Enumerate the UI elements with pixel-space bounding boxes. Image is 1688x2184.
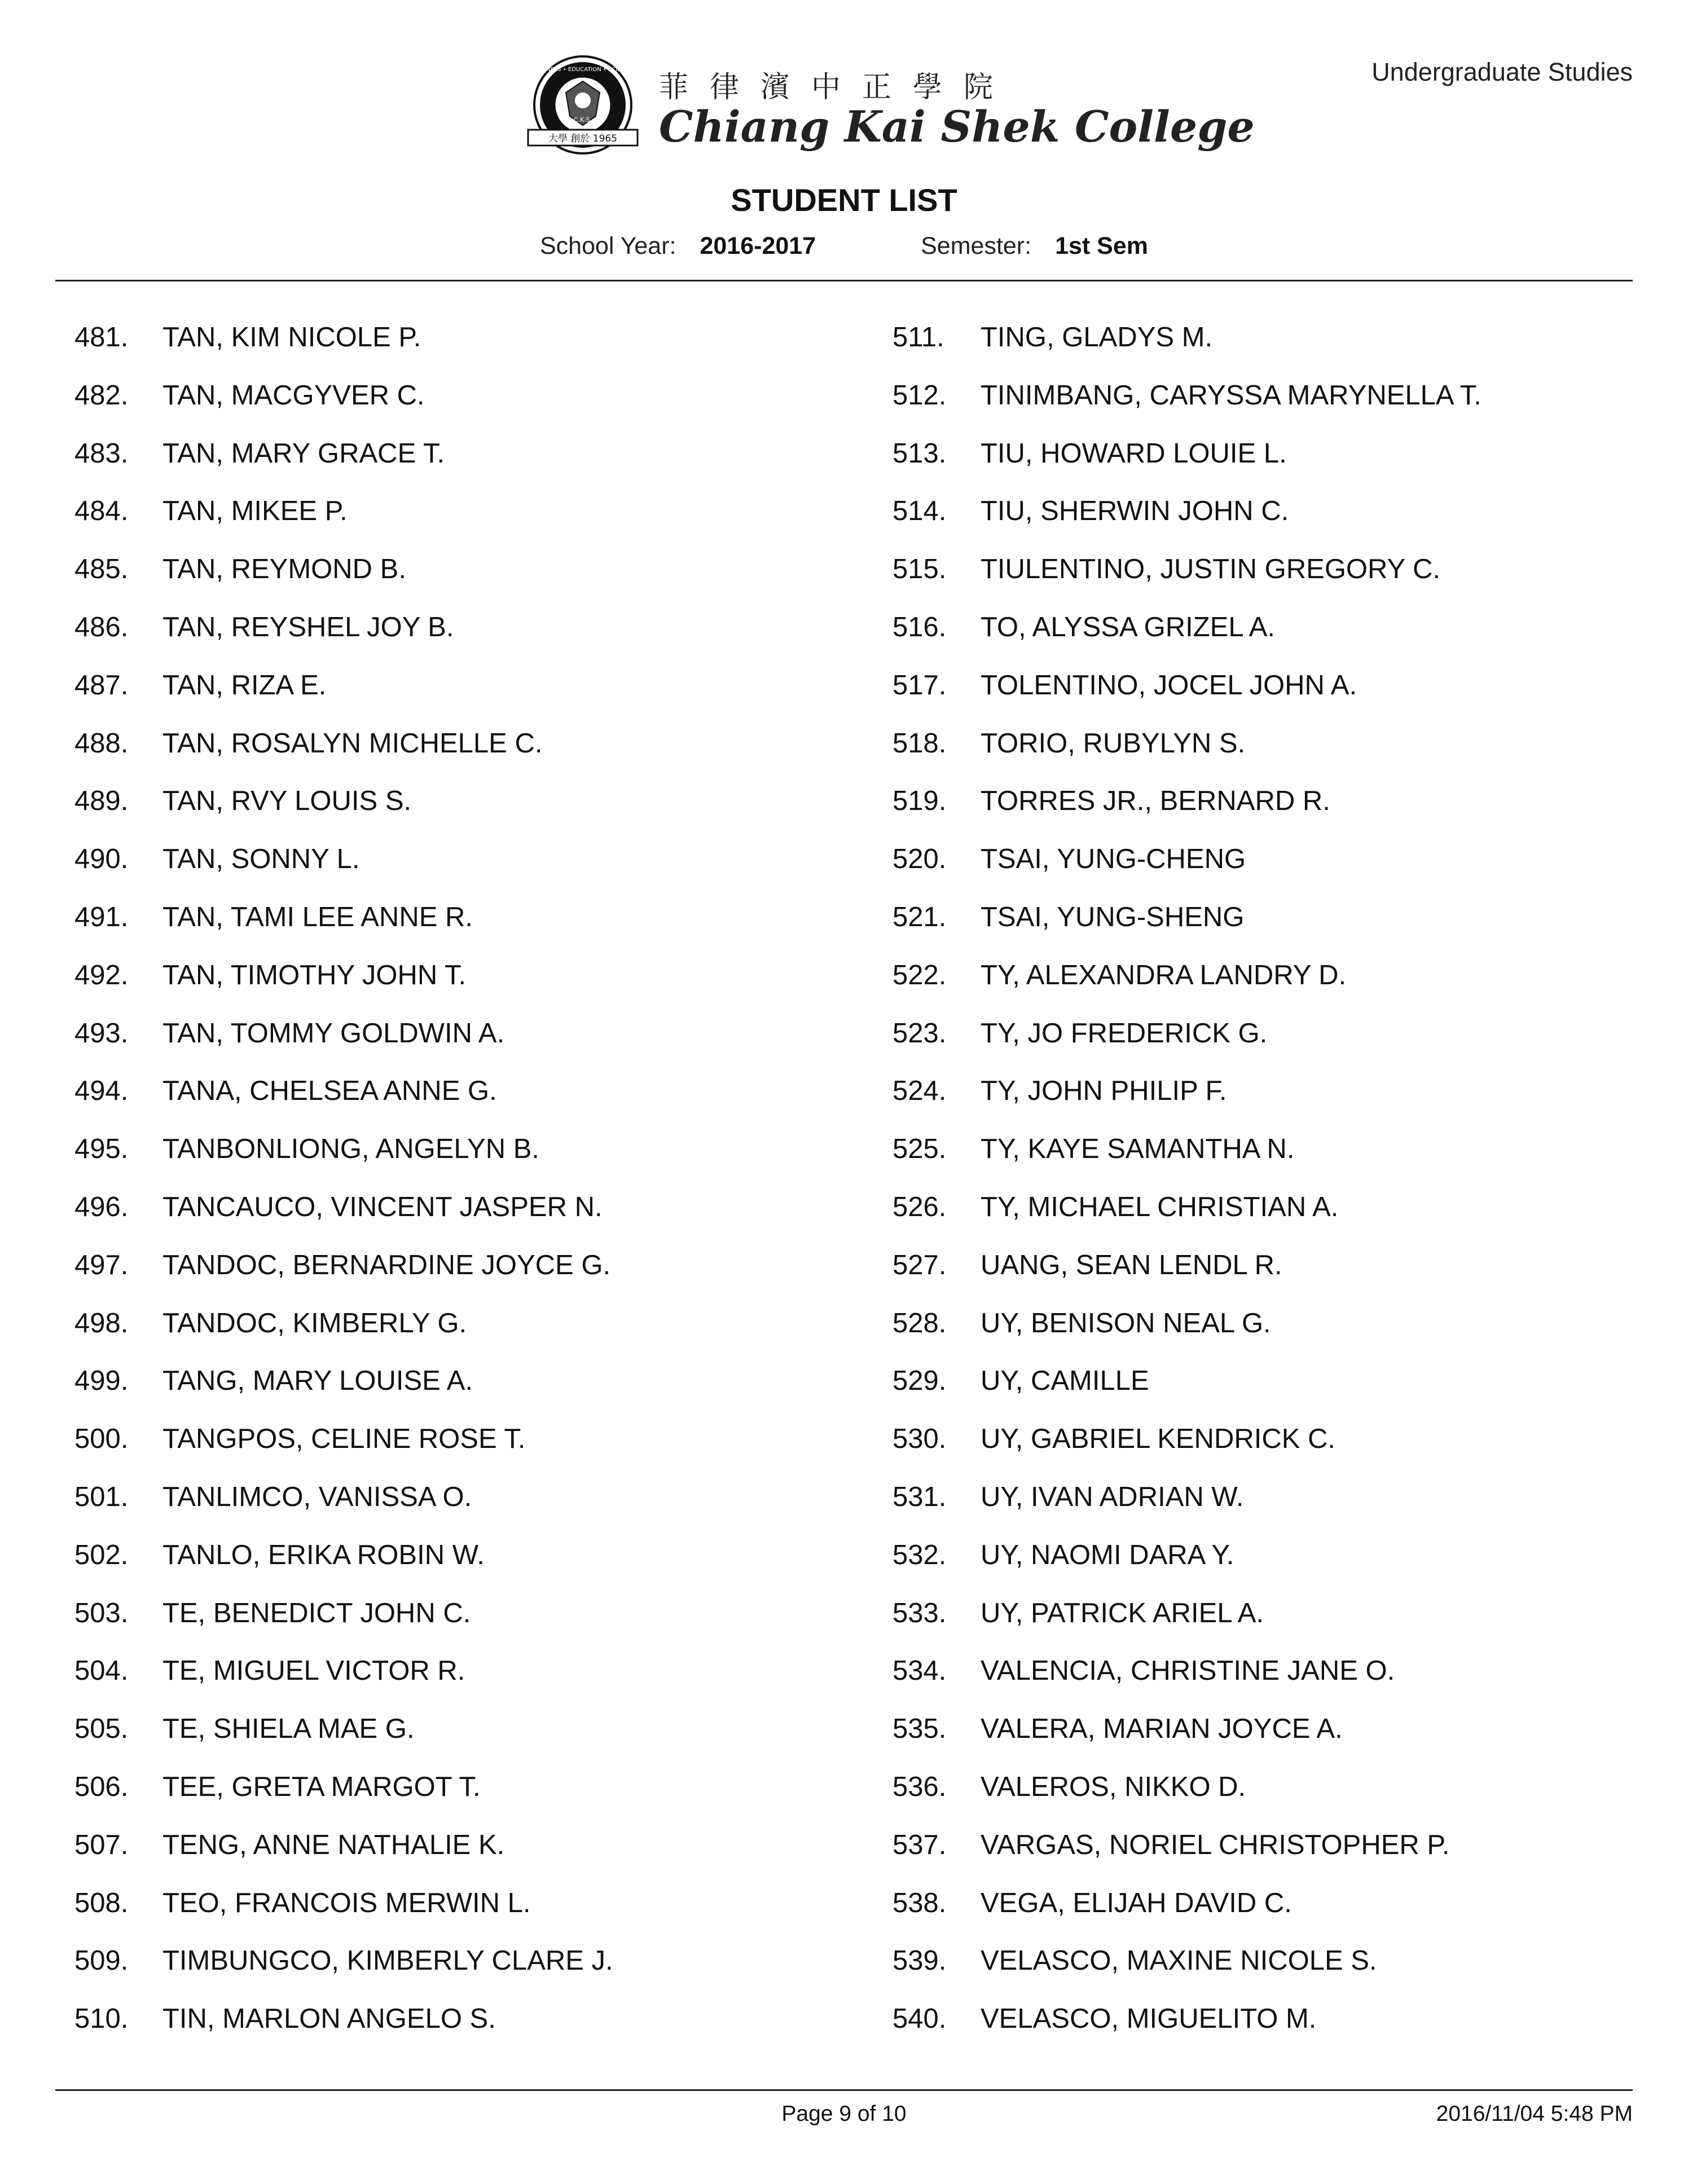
list-item: [893, 553, 1626, 611]
list-item: [893, 670, 1626, 728]
list-item: [74, 1829, 808, 1887]
list-item: [893, 843, 1626, 901]
student-name: TINIMBANG, CARYSSA MARYNELLA T.: [981, 380, 1482, 411]
student-number: 495.: [74, 1134, 129, 1165]
student-number: 484.: [74, 496, 129, 527]
list-item: [74, 1713, 808, 1771]
list-item: [893, 1713, 1626, 1771]
list-item: [74, 1191, 808, 1249]
student-name: VELASCO, MIGUELITO M.: [981, 2004, 1317, 2035]
semester-value: 1st Sem: [1055, 232, 1149, 259]
student-number: 494.: [74, 1076, 129, 1107]
list-item: [893, 1307, 1626, 1366]
list-item: [74, 728, 808, 786]
list-item: [893, 901, 1626, 959]
list-item: [893, 1481, 1626, 1539]
list-item: [893, 1365, 1626, 1423]
student-number: 509.: [74, 1945, 129, 1976]
list-item: [893, 1133, 1626, 1191]
student-number: 513.: [893, 438, 947, 469]
school-year-label: School Year:: [539, 232, 676, 259]
student-name: TAN, MIKEE P.: [162, 496, 348, 527]
student-name: VARGAS, NORIEL CHRISTOPHER P.: [981, 1829, 1450, 1860]
student-number: 505.: [74, 1714, 129, 1745]
student-number: 507.: [74, 1829, 129, 1860]
student-name: TANA, CHELSEA ANNE G.: [162, 1076, 497, 1107]
student-name: VEGA, ELIJAH DAVID C.: [981, 1887, 1292, 1918]
student-list-right-column: [893, 322, 1626, 2061]
list-item: [893, 1945, 1626, 2003]
list-item: [893, 1075, 1626, 1133]
student-number: 535.: [893, 1714, 947, 1745]
student-number: 504.: [74, 1655, 129, 1687]
student-number: 537.: [893, 1829, 947, 1860]
list-item: [74, 959, 808, 1018]
student-number: 493.: [74, 1018, 129, 1049]
student-number: 499.: [74, 1366, 129, 1397]
list-item: [893, 1539, 1626, 1597]
student-number: 506.: [74, 1771, 129, 1802]
svg-text:C.K.S.: C.K.S.: [573, 116, 592, 124]
student-name: TEO, FRANCOIS MERWIN L.: [162, 1887, 531, 1918]
student-number: 540.: [893, 2004, 947, 2035]
student-name: TANBONLIONG, ANGELYN B.: [162, 1134, 540, 1165]
list-item: [893, 380, 1626, 438]
student-name: TAN, TIMOTHY JOHN T.: [162, 959, 467, 990]
student-number: 518.: [893, 728, 947, 759]
list-item: [74, 1945, 808, 2003]
student-number: 525.: [893, 1134, 947, 1165]
student-name: TANDOC, KIMBERLY G.: [162, 1307, 467, 1338]
student-number: 498.: [74, 1307, 129, 1338]
student-name: TIU, HOWARD LOUIE L.: [981, 438, 1287, 469]
student-name: TY, MICHAEL CHRISTIAN A.: [981, 1191, 1339, 1222]
student-number: 515.: [893, 554, 947, 585]
student-name: TIU, SHERWIN JOHN C.: [981, 496, 1289, 527]
list-item: [893, 438, 1626, 496]
list-item: [893, 959, 1626, 1018]
student-name: TY, ALEXANDRA LANDRY D.: [981, 959, 1347, 990]
student-number: 527.: [893, 1249, 947, 1280]
student-name: TSAI, YUNG-CHENG: [981, 844, 1246, 875]
student-name: VALEROS, NIKKO D.: [981, 1771, 1246, 1802]
list-item: [893, 1018, 1626, 1076]
list-item: [893, 1655, 1626, 1713]
list-item: [74, 495, 808, 553]
student-name: TAN, SONNY L.: [162, 844, 360, 875]
student-name: TAN, RVY LOUIS S.: [162, 786, 412, 817]
student-number: 522.: [893, 959, 947, 990]
list-item: [74, 438, 808, 496]
student-list-left-column: [74, 322, 808, 2061]
college-seal-logo: [524, 53, 642, 160]
svg-text:BUSINESS • EDUCATION • SCIENCE: BUSINESS • EDUCATION • SCIENCE: [533, 67, 633, 73]
student-name: TANLIMCO, VANISSA O.: [162, 1481, 472, 1512]
list-item: [74, 322, 808, 380]
student-name: TEE, GRETA MARGOT T.: [162, 1771, 481, 1802]
student-name: TAN, TOMMY GOLDWIN A.: [162, 1018, 505, 1049]
student-number: 519.: [893, 786, 947, 817]
student-name: TIULENTINO, JUSTIN GREGORY C.: [981, 554, 1440, 585]
student-number: 524.: [893, 1076, 947, 1107]
list-item: [74, 1018, 808, 1076]
student-number: 485.: [74, 554, 129, 585]
term-info: [0, 232, 1688, 260]
list-item: [74, 1075, 808, 1133]
student-number: 534.: [893, 1655, 947, 1687]
student-name: TANLO, ERIKA ROBIN W.: [162, 1539, 485, 1570]
student-name: TANGPOS, CELINE ROSE T.: [162, 1424, 526, 1455]
student-name: UY, CAMILLE: [981, 1366, 1149, 1397]
student-number: 530.: [893, 1424, 947, 1455]
student-name: TOLENTINO, JOCEL JOHN A.: [981, 670, 1357, 701]
student-number: 488.: [74, 728, 129, 759]
list-item: [74, 1133, 808, 1191]
student-number: 491.: [74, 901, 129, 932]
student-name: TAN, TAMI LEE ANNE R.: [162, 901, 473, 932]
student-name: TANDOC, BERNARDINE JOYCE G.: [162, 1249, 611, 1280]
student-name: TE, MIGUEL VICTOR R.: [162, 1655, 465, 1687]
student-number: 481.: [74, 322, 129, 353]
student-number: 502.: [74, 1539, 129, 1570]
list-item: [893, 495, 1626, 553]
student-name: TORRES JR., BERNARD R.: [981, 786, 1330, 817]
student-number: 532.: [893, 1539, 947, 1570]
print-timestamp: 2016/11/04 5:48 PM: [1436, 2102, 1633, 2126]
list-item: [74, 1307, 808, 1366]
student-name: TANG, MARY LOUISE A.: [162, 1366, 473, 1397]
semester-label: Semester:: [921, 232, 1032, 259]
student-name: TE, BENEDICT JOHN C.: [162, 1597, 471, 1628]
student-name: TAN, MACGYVER C.: [162, 380, 425, 411]
list-item: [74, 901, 808, 959]
list-item: [74, 1771, 808, 1829]
student-number: 539.: [893, 1945, 947, 1976]
list-item: [74, 785, 808, 843]
list-item: [893, 1597, 1626, 1655]
student-number: 508.: [74, 1887, 129, 1918]
student-name: TY, KAYE SAMANTHA N.: [981, 1134, 1295, 1165]
student-name: TSAI, YUNG-SHENG: [981, 901, 1245, 932]
student-number: 528.: [893, 1307, 947, 1338]
student-number: 497.: [74, 1249, 129, 1280]
student-number: 486.: [74, 611, 129, 642]
student-number: 501.: [74, 1481, 129, 1512]
list-item: [74, 1481, 808, 1539]
list-item: [74, 2003, 808, 2061]
student-number: 482.: [74, 380, 129, 411]
list-item: [74, 670, 808, 728]
list-item: [74, 1655, 808, 1713]
student-number: 511.: [893, 322, 944, 353]
student-number: 496.: [74, 1191, 129, 1222]
svg-text:大學 創於 1965: 大學 創於 1965: [548, 133, 618, 144]
page-title: STUDENT LIST: [731, 182, 957, 218]
student-number: 483.: [74, 438, 129, 469]
student-name: TAN, KIM NICOLE P.: [162, 322, 421, 353]
student-name: TORIO, RUBYLYN S.: [981, 728, 1246, 759]
list-item: [74, 380, 808, 438]
student-name: UY, GABRIEL KENDRICK C.: [981, 1424, 1336, 1455]
student-number: 503.: [74, 1597, 129, 1628]
student-number: 487.: [74, 670, 129, 701]
list-item: [893, 322, 1626, 380]
student-number: 510.: [74, 2004, 129, 2035]
school-year-value: 2016-2017: [700, 232, 816, 259]
page-number: Page 9 of 10: [781, 2102, 907, 2126]
list-item: [74, 611, 808, 670]
student-number: 517.: [893, 670, 947, 701]
list-item: [893, 1887, 1626, 1945]
list-item: [74, 1597, 808, 1655]
student-name: UANG, SEAN LENDL R.: [981, 1249, 1282, 1280]
student-name: VELASCO, MAXINE NICOLE S.: [981, 1945, 1377, 1976]
student-name: VALENCIA, CHRISTINE JANE O.: [981, 1655, 1395, 1687]
student-number: 516.: [893, 611, 947, 642]
list-item: [74, 1423, 808, 1481]
list-item: [893, 1249, 1626, 1307]
student-name: TAN, RIZA E.: [162, 670, 327, 701]
student-number: 500.: [74, 1424, 129, 1455]
list-item: [893, 728, 1626, 786]
student-name: TAN, REYMOND B.: [162, 554, 406, 585]
student-name: VALERA, MARIAN JOYCE A.: [981, 1714, 1343, 1745]
college-chinese-name: 菲律濱中正學院: [659, 71, 1015, 104]
header-divider: [55, 280, 1633, 281]
student-name: TAN, REYSHEL JOY B.: [162, 611, 454, 642]
student-name: TING, GLADYS M.: [981, 322, 1213, 353]
student-number: 526.: [893, 1191, 947, 1222]
student-name: TANCAUCO, VINCENT JASPER N.: [162, 1191, 603, 1222]
student-number: 512.: [893, 380, 947, 411]
student-name: TAN, MARY GRACE T.: [162, 438, 445, 469]
list-item: [74, 1365, 808, 1423]
student-number: 521.: [893, 901, 947, 932]
list-item: [74, 843, 808, 901]
list-item: [74, 1249, 808, 1307]
student-number: 490.: [74, 844, 129, 875]
student-number: 533.: [893, 1597, 947, 1628]
list-item: [893, 611, 1626, 670]
student-name: TIMBUNGCO, KIMBERLY CLARE J.: [162, 1945, 613, 1976]
student-number: 523.: [893, 1018, 947, 1049]
student-name: TIN, MARLON ANGELO S.: [162, 2004, 496, 2035]
student-name: TE, SHIELA MAE G.: [162, 1714, 415, 1745]
list-item: [893, 1191, 1626, 1249]
list-item: [893, 1829, 1626, 1887]
student-number: 492.: [74, 959, 129, 990]
list-item: [893, 785, 1626, 843]
list-item: [893, 2003, 1626, 2061]
student-number: 514.: [893, 496, 947, 527]
student-number: 529.: [893, 1366, 947, 1397]
footer-divider: [55, 2089, 1633, 2091]
student-number: 536.: [893, 1771, 947, 1802]
student-number: 531.: [893, 1481, 947, 1512]
list-item: [74, 553, 808, 611]
list-item: [74, 1887, 808, 1945]
student-name: TY, JO FREDERICK G.: [981, 1018, 1268, 1049]
student-name: UY, IVAN ADRIAN W.: [981, 1481, 1244, 1512]
department-label: Undergraduate Studies: [1372, 58, 1633, 86]
student-name: UY, PATRICK ARIEL A.: [981, 1597, 1264, 1628]
student-name: TENG, ANNE NATHALIE K.: [162, 1829, 505, 1860]
student-number: 489.: [74, 786, 129, 817]
student-name: UY, BENISON NEAL G.: [981, 1307, 1271, 1338]
list-item: [893, 1423, 1626, 1481]
student-name: UY, NAOMI DARA Y.: [981, 1539, 1234, 1570]
student-number: 538.: [893, 1887, 947, 1918]
list-item: [74, 1539, 808, 1597]
student-name: TAN, ROSALYN MICHELLE C.: [162, 728, 543, 759]
college-english-name: Chiang Kai Shek College: [659, 102, 1255, 152]
student-name: TY, JOHN PHILIP F.: [981, 1076, 1227, 1107]
list-item: [893, 1771, 1626, 1829]
student-number: 520.: [893, 844, 947, 875]
student-name: TO, ALYSSA GRIZEL A.: [981, 611, 1275, 642]
